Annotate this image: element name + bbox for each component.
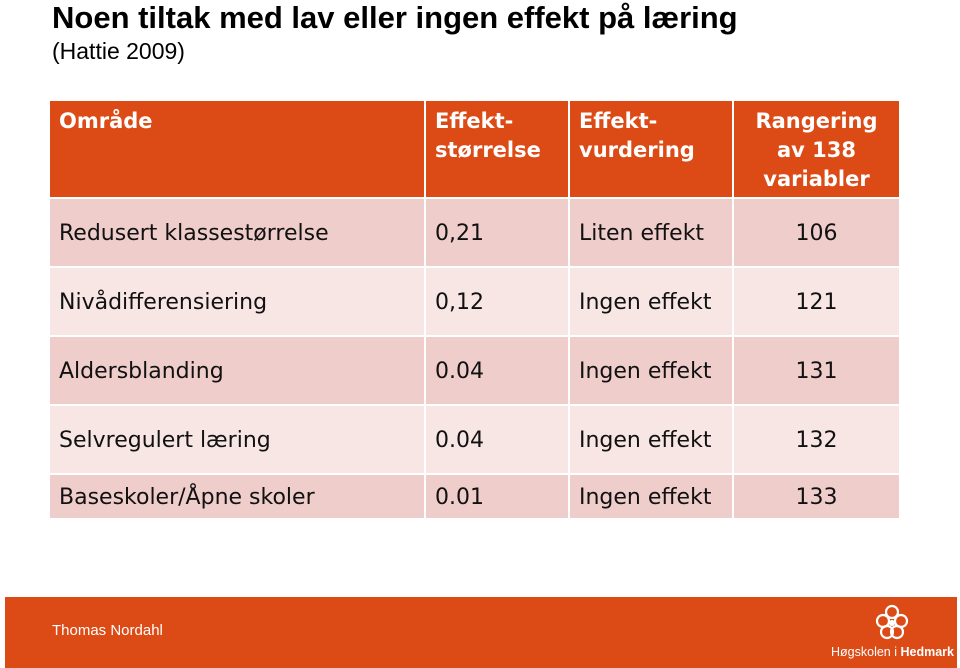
cell-omrade: Nivådifferensiering <box>50 268 426 337</box>
cell-omrade: Aldersblanding <box>50 337 426 406</box>
table-header-row <box>50 101 899 199</box>
cell-omrade: Selvregulert læring <box>50 406 426 475</box>
cell-rangering: 132 <box>734 406 899 475</box>
cell-effektstorrelse: 0,21 <box>426 199 570 268</box>
cell-effektvurdering: Liten effekt <box>570 199 734 268</box>
cell-rangering: 106 <box>734 199 899 268</box>
institution-logo-text: Høgskolen i Hedmark <box>831 645 954 659</box>
cell-effektstorrelse: 0.04 <box>426 406 570 475</box>
header-effektstorrelse: Effekt- størrelse <box>426 101 570 199</box>
footer-bar <box>5 597 957 668</box>
cell-omrade: Redusert klassestørrelse <box>50 199 426 268</box>
flower-icon <box>870 603 914 643</box>
cell-effektvurdering: Ingen effekt <box>570 475 734 520</box>
table-row <box>50 406 899 475</box>
cell-rangering: 131 <box>734 337 899 406</box>
table-row <box>50 199 899 268</box>
cell-effektvurdering: Ingen effekt <box>570 406 734 475</box>
header-rangering: Rangering av 138 variabler <box>734 101 899 199</box>
cell-effektstorrelse: 0.04 <box>426 337 570 406</box>
header-effektvurdering: Effekt- vurdering <box>570 101 734 199</box>
slide-subtitle: (Hattie 2009) <box>52 38 185 64</box>
slide-title: Noen tiltak med lav eller ingen effekt på læring <box>52 0 738 35</box>
cell-omrade: Baseskoler/Åpne skoler <box>50 475 426 520</box>
cell-effektvurdering: Ingen effekt <box>570 337 734 406</box>
cell-effektstorrelse: 0,12 <box>426 268 570 337</box>
table-row <box>50 475 899 520</box>
author-name: Thomas Nordahl <box>52 622 163 639</box>
table-row <box>50 268 899 337</box>
header-omrade: Område <box>50 101 426 199</box>
cell-effektvurdering: Ingen effekt <box>570 268 734 337</box>
cell-effektstorrelse: 0.01 <box>426 475 570 520</box>
cell-rangering: 133 <box>734 475 899 520</box>
cell-rangering: 121 <box>734 268 899 337</box>
effect-table <box>50 101 899 520</box>
table-row <box>50 337 899 406</box>
